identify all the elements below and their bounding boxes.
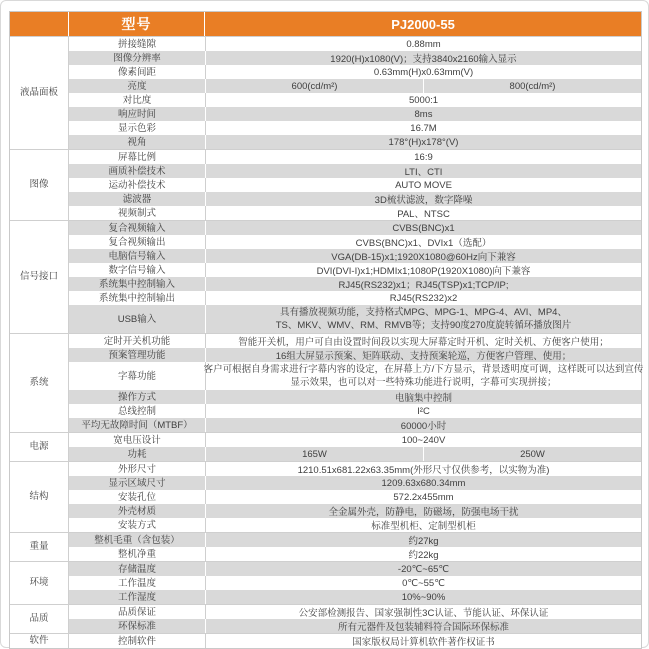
table-row <box>69 150 641 164</box>
spec-value-column: 600(cd/m²) <box>206 79 424 93</box>
category-cell: 信号接口 <box>10 221 69 333</box>
table-row <box>69 37 641 51</box>
spec-label: 滤波器 <box>122 193 152 205</box>
spec-value: 0℃~55℃ <box>205 576 641 590</box>
table-row <box>69 291 641 305</box>
spec-label: 响应时间 <box>117 108 156 120</box>
spec-value: 1209.63x680.34mm <box>205 476 641 490</box>
spec-label: 字幕功能 <box>117 370 156 382</box>
category-cell: 软件 <box>10 634 69 648</box>
spec-label: 环保标准 <box>117 620 156 632</box>
category-cell: 重量 <box>10 533 69 561</box>
group-rows <box>69 334 644 432</box>
spec-label: 亮度 <box>127 80 147 92</box>
spec-group <box>10 220 641 333</box>
spec-group <box>10 561 641 604</box>
model-label: 型号 <box>69 12 205 36</box>
spec-label: 电脑信号输入 <box>108 250 166 262</box>
spec-value-line: 显示效果，也可以对一些特殊功能进行说明，字幕可实现拼接； <box>290 377 557 388</box>
spec-value: 公安部检测报告、国家强制性3C认证、节能认证、环保认证 <box>205 605 641 619</box>
category-cell: 系统 <box>10 334 69 432</box>
spec-value: RJ45(RS232)x2 <box>205 291 641 305</box>
spec-label: 外形尺寸 <box>117 463 156 475</box>
table-row <box>69 576 641 590</box>
spec-label: 拼接缝隙 <box>117 38 156 50</box>
spec-value-line: TS、MKV、WMV、RM、RMVB等；支持90度270度旋转循环播放图片 <box>275 320 572 331</box>
spec-label: 平均无故障时间（MTBF） <box>81 419 193 431</box>
spec-value: 8ms <box>205 107 641 121</box>
spec-label: 屏幕比例 <box>117 151 156 163</box>
spec-label: USB输入 <box>117 313 157 325</box>
spec-label: 显示区域尺寸 <box>108 477 166 489</box>
spec-value: LTI、CTI <box>205 164 641 178</box>
spec-value: -20℃~65℃ <box>205 562 641 576</box>
spec-value: 16组大屏显示预案、矩阵联动、支持预案轮巡，方便客户管理、使用； <box>205 348 641 362</box>
spec-label: 整机毛重（含包装） <box>94 534 180 546</box>
spec-label: 系统集中控制输入 <box>98 278 175 290</box>
spec-value <box>205 79 641 93</box>
spec-label: 工作温度 <box>117 577 156 589</box>
table-row <box>69 476 641 490</box>
spec-value: 电脑集中控制 <box>205 390 641 404</box>
table-row <box>69 404 641 418</box>
table-row <box>69 263 641 277</box>
table-row <box>69 490 641 504</box>
spec-value: 1210.51x681.22x63.35mm(外形尺寸仅供参考，以实物为准) <box>205 462 641 476</box>
spec-value: 约27kg <box>205 533 641 547</box>
group-rows <box>69 562 641 604</box>
spec-value: 16.7M <box>205 121 641 135</box>
table-row <box>69 418 641 432</box>
table-row <box>69 447 641 461</box>
table-row <box>69 93 641 107</box>
spec-value <box>205 447 641 461</box>
spec-group <box>10 333 644 432</box>
group-rows <box>69 37 641 149</box>
group-rows <box>69 634 641 648</box>
spec-value: 国家版权局计算机软件著作权证书 <box>205 634 641 648</box>
table-row <box>69 79 641 93</box>
table-row <box>69 305 641 333</box>
spec-value-column: 250W <box>520 448 545 460</box>
spec-group <box>10 532 641 561</box>
spec-label: 定时开关机功能 <box>103 335 171 347</box>
spec-label: 复合视频输入 <box>108 222 166 234</box>
category-cell: 图像 <box>10 150 69 220</box>
spec-label: 预案管理功能 <box>108 349 166 361</box>
table-row <box>69 348 641 362</box>
spec-label: 显示色彩 <box>117 122 156 134</box>
category-cell: 结构 <box>10 462 69 532</box>
spec-label: 安装方式 <box>117 519 156 531</box>
table-row <box>69 518 641 532</box>
category-cell: 液晶面板 <box>10 37 69 149</box>
spec-group <box>10 604 641 633</box>
table-row <box>69 249 641 263</box>
table-row <box>69 135 641 149</box>
spec-label: 图像分辨率 <box>113 52 161 64</box>
spec-value: 100~240V <box>205 433 641 447</box>
table-row <box>69 121 641 135</box>
table-row <box>69 206 641 220</box>
table-row <box>69 51 641 65</box>
spec-value: RJ45(RS232)x1；RJ45(TSP)x1;TCP/IP; <box>205 277 641 291</box>
spec-value: VGA(DB-15)x1;1920X1080@60Hz向下兼容 <box>205 249 641 263</box>
table-row <box>69 334 641 348</box>
table-row <box>69 390 641 404</box>
spec-value <box>203 362 644 390</box>
spec-label: 功耗 <box>127 448 147 460</box>
spec-label: 视频制式 <box>117 207 156 219</box>
spec-label: 复合视频输出 <box>108 236 166 248</box>
spec-value: PAL、NTSC <box>205 206 641 220</box>
table-row <box>69 362 644 390</box>
table-row <box>69 164 641 178</box>
spec-value: 3D梳状滤波，数字降噪 <box>205 192 641 206</box>
spec-value-column: 165W <box>206 447 424 461</box>
spec-label: 视角 <box>127 136 147 148</box>
table-row <box>69 235 641 249</box>
spec-value-column: 800(cd/m²) <box>509 80 556 92</box>
spec-group <box>10 149 641 220</box>
table-header-row <box>10 12 641 36</box>
spec-label: 宽电压设计 <box>113 434 161 446</box>
spec-value: 60000小时 <box>205 418 641 432</box>
spec-label: 外壳材质 <box>117 505 156 517</box>
spec-group <box>10 461 641 532</box>
spec-label: 数字信号输入 <box>108 264 166 276</box>
spec-value: I²C <box>205 404 641 418</box>
group-rows <box>69 533 641 561</box>
table-row <box>69 634 641 648</box>
spec-label: 工作湿度 <box>117 591 156 603</box>
spec-value: 标准型机柜、定制型机柜 <box>205 518 641 532</box>
spec-label: 品质保证 <box>117 606 156 618</box>
spec-label: 存储温度 <box>117 563 156 575</box>
spec-value: 10%~90% <box>205 590 641 604</box>
spec-value: 0.63mm(H)x0.63mm(V) <box>205 65 641 79</box>
table-row <box>69 533 641 547</box>
table-row <box>69 433 641 447</box>
spec-value: 572.2x455mm <box>205 490 641 504</box>
table-row <box>69 619 641 633</box>
spec-groups-container <box>10 36 644 648</box>
table-row <box>69 192 641 206</box>
table-row <box>69 547 641 561</box>
spec-label: 控制软件 <box>117 635 156 647</box>
group-rows <box>69 221 641 333</box>
group-rows <box>69 462 641 532</box>
spec-value-line: 客户可根据自身需求进行字幕内容的设定，在屏幕上方/下方显示，背景透明度可调，这样既可以达到宣传 <box>203 364 644 375</box>
table-row <box>69 178 641 192</box>
spec-group <box>10 36 641 149</box>
spec-value: 所有元器件及包装辅料符合国际环保标准 <box>205 619 641 633</box>
table-row <box>69 590 641 604</box>
spec-value: DVI(DVI-I)x1;HDMIx1;1080P(1920X1080)向下兼容 <box>205 263 641 277</box>
table-row <box>69 462 641 476</box>
category-cell: 电源 <box>10 433 69 461</box>
spec-group <box>10 432 641 461</box>
spec-value: 1920(H)x1080(V)；支持3840x2160输入显示 <box>205 51 641 65</box>
spec-value: 178°(H)x178°(V) <box>205 135 641 149</box>
spec-label: 对比度 <box>122 94 152 106</box>
table-row <box>69 221 641 235</box>
spec-label: 整机净重 <box>117 548 156 560</box>
spec-value: 智能开关机，用户可自由设置时间段以实现大屏幕定时开机、定时关机、方便客户使用； <box>205 334 641 348</box>
spec-value: 16:9 <box>205 150 641 164</box>
table-row <box>69 107 641 121</box>
spec-label: 画质补偿技术 <box>108 165 166 177</box>
category-cell: 环境 <box>10 562 69 604</box>
spec-label: 安装孔位 <box>117 491 156 503</box>
table-row <box>69 605 641 619</box>
group-rows <box>69 433 641 461</box>
group-rows <box>69 150 641 220</box>
spec-value: 约22kg <box>205 547 641 561</box>
spec-label: 系统集中控制输出 <box>98 292 175 304</box>
spec-label: 运动补偿技术 <box>108 179 166 191</box>
table-row <box>69 562 641 576</box>
category-cell: 品质 <box>10 605 69 633</box>
table-row <box>69 65 641 79</box>
spec-label: 像素间距 <box>117 66 156 78</box>
spec-value: CVBS(BNC)x1 <box>205 221 641 235</box>
spec-value: 全金属外壳，防静电，防磁场，防强电场干扰 <box>205 504 641 518</box>
spec-value: CVBS(BNC)x1、DVIx1（选配） <box>205 235 641 249</box>
spec-group <box>10 633 641 648</box>
spec-value <box>205 305 641 333</box>
table-row <box>69 277 641 291</box>
spec-value: 0.88mm <box>205 37 641 51</box>
group-rows <box>69 605 641 633</box>
spec-label: 操作方式 <box>117 391 156 403</box>
spec-label: 总线控制 <box>117 405 156 417</box>
product-spec-table <box>9 11 642 649</box>
model-value: PJ2000-55 <box>205 12 641 36</box>
table-row <box>69 504 641 518</box>
spec-value: AUTO MOVE <box>205 178 641 192</box>
spec-value: 5000:1 <box>205 93 641 107</box>
header-corner-cell <box>10 12 69 36</box>
spec-value-line: 具有播放视频功能，支持格式MPG、MPG-1、MPG-4、AVI、MP4、 <box>280 307 567 318</box>
